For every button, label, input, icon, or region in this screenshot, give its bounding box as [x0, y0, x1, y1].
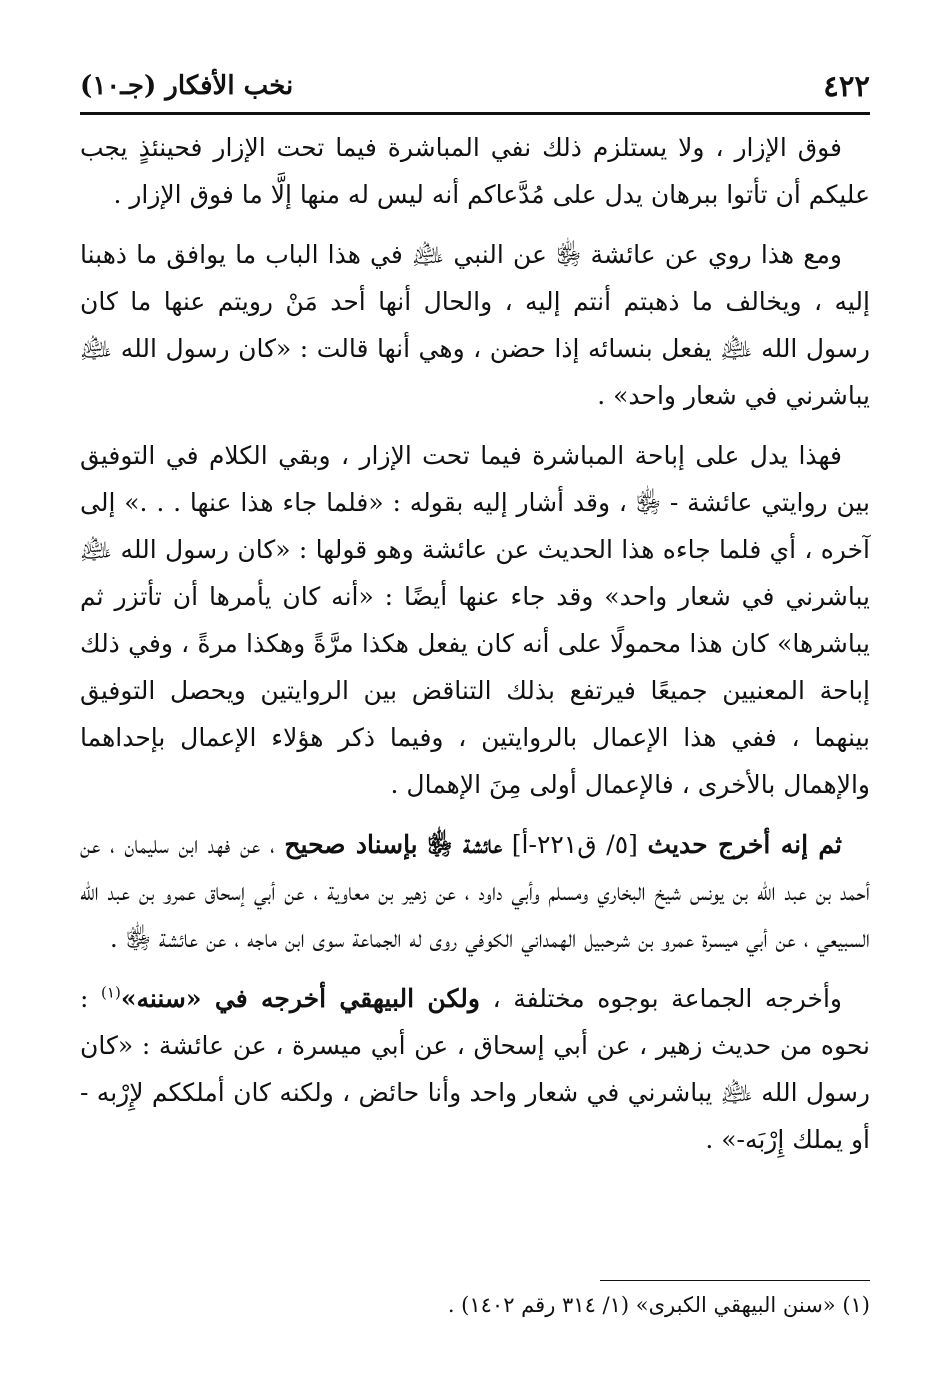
paragraph-text: ومع هذا روي عن عائشة ﵂ عن النبي ﵇ في هذا الباب ما يوافق ما ذهبنا إليه ، ويخالف ما ذهبتم أنتم إليه ، والحال أنها أحد مَنْ رويتم عنها ما كان رسول الله ﵇ يفعل بنسائه إذا حضن ، وهي أنها قالت : «كان رسول الله ﵇ يباشرني في شعار واحد» . [80, 240, 870, 410]
footnote-rule [600, 1280, 870, 1281]
paragraph-5 [80, 975, 870, 1163]
paragraph-text: فهذا يدل على إباحة المباشرة فيما تحت الإزار ، وبقي الكلام في التوفيق بين روايتي عائشة - ﵂ ، وقد أشار إليه بقوله : «فلما جاء هذا عنها . . .» إلى آخره ، أي فلما جاءه هذا الحديث عن عائشة وهو قولها : «كان رسول الله ﵇ يباشرني في شعار واحد» وقد جاء عنها أيضًا : «أنه كان يأمرها أن تأتزر ثم يباشرها» كان هذا محمولًا على أنه كان يفعل هكذا مرَّةً وهكذا مرةً ، وفي ذلك إباحة المعنيين جميعًا فيرتفع بذلك التناقض بين الروايتين ويحصل التوفيق بينهما ، ففي هذا الإعمال بالروايتين ، وفيما ذكر هؤلاء الإعمال بإحداهما والإهمال بالأخرى ، فالإعمال أولى مِنَ الإهمال . [80, 441, 871, 799]
paragraph-text: وأخرجه الجماعة بوجوه مختلفة ، [479, 984, 842, 1013]
footnote-marker: (١) [101, 983, 121, 1002]
spacer-text [418, 830, 428, 859]
paragraph-2 [80, 231, 870, 419]
bold-phrase: ثم إنه أخرج حديث [647, 830, 842, 859]
bold-phrase: عائشة ﵂ [427, 830, 503, 859]
paragraph-3 [80, 432, 870, 808]
paragraph-4 [80, 821, 870, 962]
bold-phrase: ولكن البيهقي أخرجه في «سننه» [120, 984, 480, 1013]
page-header [80, 66, 870, 106]
page-number: ٤٢٢ [823, 69, 870, 103]
footnote: (١) «سنن البيهقي الكبرى» (١/ ٣١٤ رقم ١٤٠٢) . [447, 1293, 870, 1317]
paragraph-text: ، عن فهد ابن سليمان ، عن أحمد بن عبد الله بن يونس شيخ البخاري ومسلم وأبي داود ، عن زهير بن معاوية ، عن أبي إسحاق عمرو بن عبد الله السبيعي ، عن أبي ميسرة عمرو بن شرحبيل الهمداني الكوفي روى له الجماعة سوى ابن ماجه ، عن عائشة ﵂ . [80, 830, 870, 953]
paragraph-text: : نحوه من حديث زهير ، عن أبي إسحاق ، عن أبي ميسرة ، عن عائشة : «كان رسول الله ﵇ يباشرني في شعار واحد وأنا حائض ، ولكنه كان أملككم لإِرْبه - أو يملك إِرْبَه-» . [80, 984, 870, 1154]
paragraph-1 [80, 124, 870, 218]
bold-phrase: بإسناد صحيح [284, 830, 418, 859]
header-rule [80, 112, 870, 115]
paragraph-text: فوق الإزار ، ولا يستلزم ذلك نفي المباشرة فيما تحت الإزار فحينئذٍ يجب عليكم أن تأتوا ببرهان يدل على مُدَّعاكم أنه ليس له منها إلَّا ما فوق الإزار . [80, 133, 870, 209]
running-title: نخب الأفكار (جـ١٠) [80, 71, 294, 101]
manuscript-reference: [٥/ ق٢٢١-أ] [502, 830, 648, 859]
main-text [80, 124, 870, 1176]
